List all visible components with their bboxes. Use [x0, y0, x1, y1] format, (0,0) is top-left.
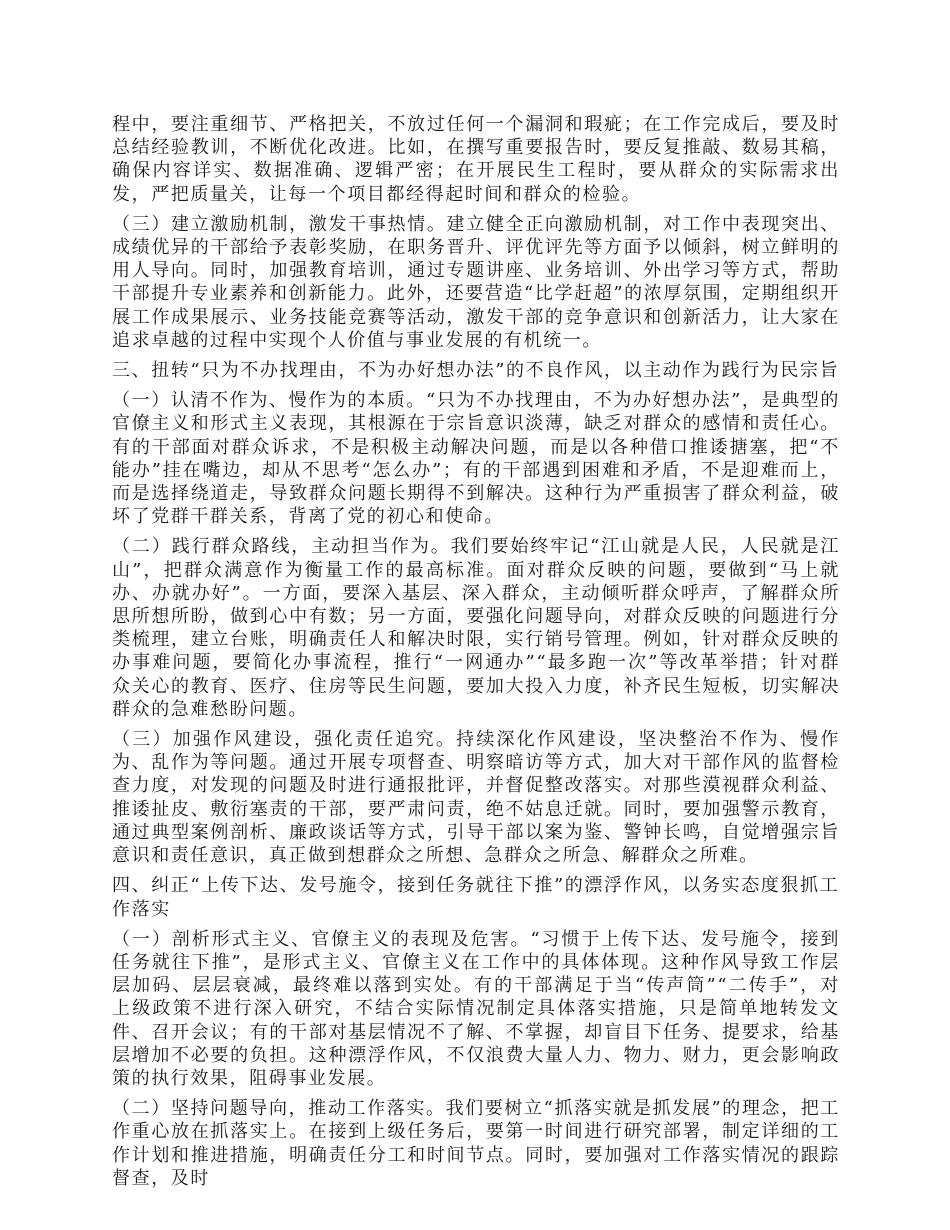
- paragraph-problem-orientation: （二）坚持问题导向，推动工作落实。我们要树立“抓落实就是抓发展”的理念，把工作重心放在抓落实上。在接到上级任务后，要第一时间进行研究部署，制定详细的工作计划和推进措施，明确责任分工和时间节点。同时，要加强对工作落实情况的跟踪督查，及时: [112, 1098, 840, 1189]
- paragraph-formalism-analysis: （一）剖析形式主义、官僚主义的表现及危害。“习惯于上传下达、发号施令，接到任务就往下推”，是形式主义、官僚主义在工作中的具体体现。这种作风导致工作层层加码、层层衰减，最终难以落到实处。有的干部满足于当“传声筒”“二传手”，对上级政策不进行深入研究，不结合实际情况制定具体落实措施，只是简单地转发文件、召开会议；有的干部对基层情况不了解、不掌握，却盲目下任务、提要求，给基层增加不必要的负担。这种漂浮作风，不仅浪费大量人力、物力、财力，更会影响政策的执行效果，阻碍事业发展。: [112, 928, 840, 1089]
- section-heading-four: 四、纠正“上传下达、发号施令，接到任务就往下推”的漂浮作风，以务实态度狠抓工作落实: [112, 875, 840, 920]
- document-page: [112, 113, 840, 1197]
- paragraph-work-style: （三）加强作风建设，强化责任追究。持续深化作风建设，坚决整治不作为、慢作为、乱作为等问题。通过开展专项督查、明察暗访等方式，加大对干部作风的监督检查力度，对发现的问题及时进行通报批评，并督促整改落实。对那些漠视群众利益、推诿扯皮、敷衍塞责的干部，要严肃问责，绝不姑息迁就。同时，要加强警示教育，通过典型案例剖析、廉政谈话等方式，引导干部以案为鉴、警钟长鸣，自觉增强宗旨意识和责任意识，真正做到想群众之所想、急群众之所急、解群众之所难。: [112, 729, 840, 867]
- paragraph-quality-control: 程中，要注重细节、严格把关，不放过任何一个漏洞和瑕疵；在工作完成后，要及时总结经验教训，不断优化改进。比如，在撰写重要报告时，要反复推敲、数易其稿，确保内容详实、数据准确、逻辑严密；在开展民生工程时，要从群众的实际需求出发，严把质量关，让每一个项目都经得起时间和群众的检验。: [112, 114, 840, 205]
- paragraph-mass-line: （二）践行群众路线，主动担当作为。我们要始终牢记“江山就是人民，人民就是江山”，把群众满意作为衡量工作的最高标准。面对群众反映的问题，要做到“马上就办、办就办好”。一方面，要深入基层、深入群众，主动倾听群众呼声，了解群众所思所想所盼，做到心中有数；另一方面，要强化问题导向，对群众反映的问题进行分类梳理，建立台账，明确责任人和解决时限，实行销号管理。例如，针对群众反映的办事难问题，要简化办事流程，推行“一网通办”“最多跑一次”等改革举措；针对群众关心的教育、医疗、住房等民生问题，要加大投入力度，补齐民生短板，切实解决群众的急难愁盼问题。: [112, 536, 840, 720]
- paragraph-recognize-inaction: （一）认清不作为、慢作为的本质。“只为不办找理由，不为办好想办法”，是典型的官僚主义和形式主义表现，其根源在于宗旨意识淡薄，缺乏对群众的感情和责任心。有的干部面对群众诉求，不是积极主动解决问题，而是以各种借口推诿搪塞，把“不能办”挂在嘴边，却从不思考“怎么办”；有的干部遇到困难和矛盾，不是迎难而上，而是选择绕道走，导致群众问题长期得不到解决。这种行为严重损害了群众利益，破坏了党群干群关系，背离了党的初心和使命。: [112, 390, 840, 528]
- section-heading-three: 三、扭转“只为不办找理由，不为办好想办法”的不良作风，以主动作为践行为民宗旨: [112, 360, 840, 382]
- paragraph-incentive-mechanism: （三）建立激励机制，激发干事热情。建立健全正向激励机制，对工作中表现突出、成绩优异的干部给予表彰奖励，在职务晋升、评优评先等方面予以倾斜，树立鲜明的用人导向。同时，加强教育培训，通过专题讲座、业务培训、外出学习等方式，帮助干部提升专业素养和创新能力。此外，还要营造“比学赶超”的浓厚氛围，定期组织开展工作成果展示、业务技能竞赛等活动，激发干部的竞争意识和创新活力，让大家在追求卓越的过程中实现个人价值与事业发展的有机统一。: [112, 213, 840, 351]
